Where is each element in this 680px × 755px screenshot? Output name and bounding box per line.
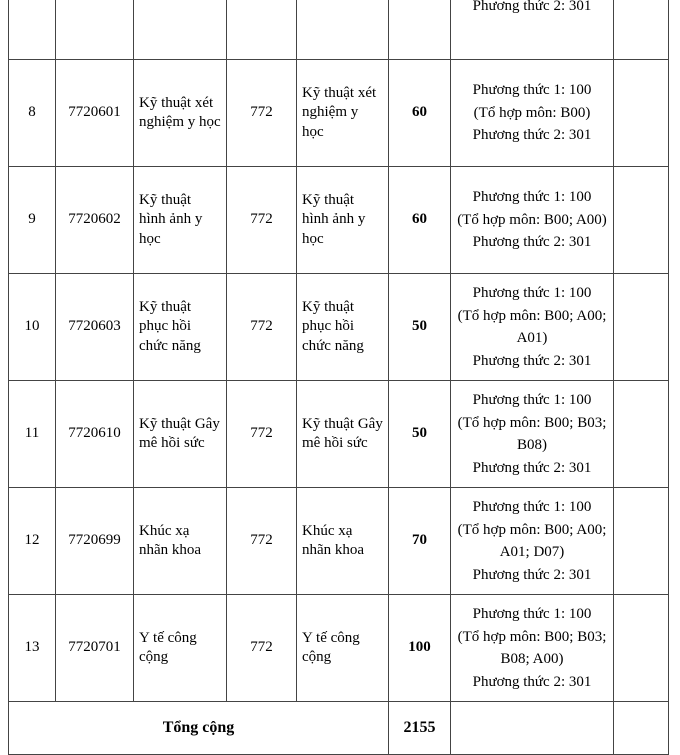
cell-name2: Y tế công cộng (297, 595, 389, 702)
cell-name2 (297, 0, 389, 60)
method-subject-combination: (Tổ hợp môn: B00; B03; B08) (457, 414, 607, 453)
cell-note (614, 274, 669, 381)
cell-name2: Kỹ thuật hình ảnh y học (297, 167, 389, 274)
method-subject-combination: (Tổ hợp môn: B00; A00; A01) (457, 307, 607, 346)
table-row (9, 595, 669, 702)
cell-name: Khúc xạ nhãn khoa (134, 488, 227, 595)
method-line-1: Phương thức 1: 100 (472, 392, 592, 408)
admissions-quota-table (8, 0, 669, 755)
method-subject-combination: (Tổ hợp môn: B00; A00; A01; D07) (457, 521, 607, 560)
cell-note (614, 595, 669, 702)
cell-code: 7720699 (56, 488, 134, 595)
method-line-2: Phương thức 2: 301 (472, 673, 592, 690)
total-method-cell (451, 702, 614, 755)
total-quota-value: 2155 (389, 702, 451, 755)
method-line-2: Phương thức 2: 301 (472, 127, 592, 144)
method-subject-combination: (Tổ hợp môn: B00; B03; B08; A00) (457, 628, 607, 667)
cell-quota: 60 (389, 167, 451, 274)
cell-name2: Kỹ thuật phục hồi chức năng (297, 274, 389, 381)
table-row (9, 381, 669, 488)
cell-method (451, 274, 614, 381)
total-label: Tổng cộng (9, 702, 389, 755)
cell-note (614, 60, 669, 167)
cell-code: 7720601 (56, 60, 134, 167)
method-line-2: Phương thức 2: 301 (472, 459, 592, 476)
cell-group: 772 (227, 595, 297, 702)
cell-method (451, 0, 614, 60)
cell-name: Y tế công cộng (134, 595, 227, 702)
method-line-1: Phương thức 1: 100 (472, 285, 592, 301)
method-line-1: Phương thức 1: 100 (472, 189, 592, 206)
cell-quota: 50 (389, 381, 451, 488)
cell-group: 772 (227, 167, 297, 274)
method-line-2: Phương thức 2: 301 (472, 566, 592, 583)
cell-code: 7720602 (56, 167, 134, 274)
method-line-1: Phương thức 1: 100 (472, 82, 592, 99)
cell-quota: 70 (389, 488, 451, 595)
cell-stt: 12 (9, 488, 56, 595)
cell-note (614, 167, 669, 274)
cell-note (614, 0, 669, 60)
cell-note (614, 488, 669, 595)
cell-group: 772 (227, 60, 297, 167)
method-subject-combination: (Tổ hợp môn: B00) (473, 104, 591, 121)
cell-method (451, 167, 614, 274)
cell-name (134, 0, 227, 60)
cell-group: 772 (227, 274, 297, 381)
table-row (9, 167, 669, 274)
cell-code: 7720701 (56, 595, 134, 702)
table-row (9, 60, 669, 167)
cell-code (56, 0, 134, 60)
cell-stt: 9 (9, 167, 56, 274)
table-row (9, 488, 669, 595)
table-row (9, 274, 669, 381)
cell-name: Kỹ thuật xét nghiệm y học (134, 60, 227, 167)
cell-quota: 60 (389, 60, 451, 167)
cell-name2: Khúc xạ nhãn khoa (297, 488, 389, 595)
cell-name: Kỹ thuật Gây mê hồi sức (134, 381, 227, 488)
cell-group: 772 (227, 381, 297, 488)
method-line-2: Phương thức 2: 301 (472, 234, 592, 251)
cell-quota (389, 0, 451, 60)
cell-quota: 50 (389, 274, 451, 381)
cell-stt (9, 0, 56, 60)
cell-stt: 11 (9, 381, 56, 488)
cell-name2: Kỹ thuật xét nghiệm y học (297, 60, 389, 167)
total-note-cell (614, 702, 669, 755)
cell-method (451, 595, 614, 702)
cell-name: Kỹ thuật hình ảnh y học (134, 167, 227, 274)
cell-stt: 10 (9, 274, 56, 381)
cell-method (451, 60, 614, 167)
cell-group: 772 (227, 488, 297, 595)
cell-note (614, 381, 669, 488)
cell-code: 7720610 (56, 381, 134, 488)
table-row-partial (9, 0, 669, 60)
method-line-1: Phương thức 1: 100 (472, 606, 592, 622)
cell-code: 7720603 (56, 274, 134, 381)
cell-stt: 8 (9, 60, 56, 167)
cell-stt: 13 (9, 595, 56, 702)
cell-name2: Kỹ thuật Gây mê hồi sức (297, 381, 389, 488)
cell-method (451, 488, 614, 595)
cell-quota: 100 (389, 595, 451, 702)
method-line-2: Phương thức 2: 301 (472, 0, 592, 14)
method-line-1: Phương thức 1: 100 (472, 499, 592, 515)
method-subject-combination: (Tổ hợp môn: B00; A00) (457, 211, 607, 228)
cell-group (227, 0, 297, 60)
cell-method (451, 381, 614, 488)
table-total-row (9, 702, 669, 755)
method-line-2: Phương thức 2: 301 (472, 352, 592, 369)
cell-name: Kỹ thuật phục hồi chức năng (134, 274, 227, 381)
